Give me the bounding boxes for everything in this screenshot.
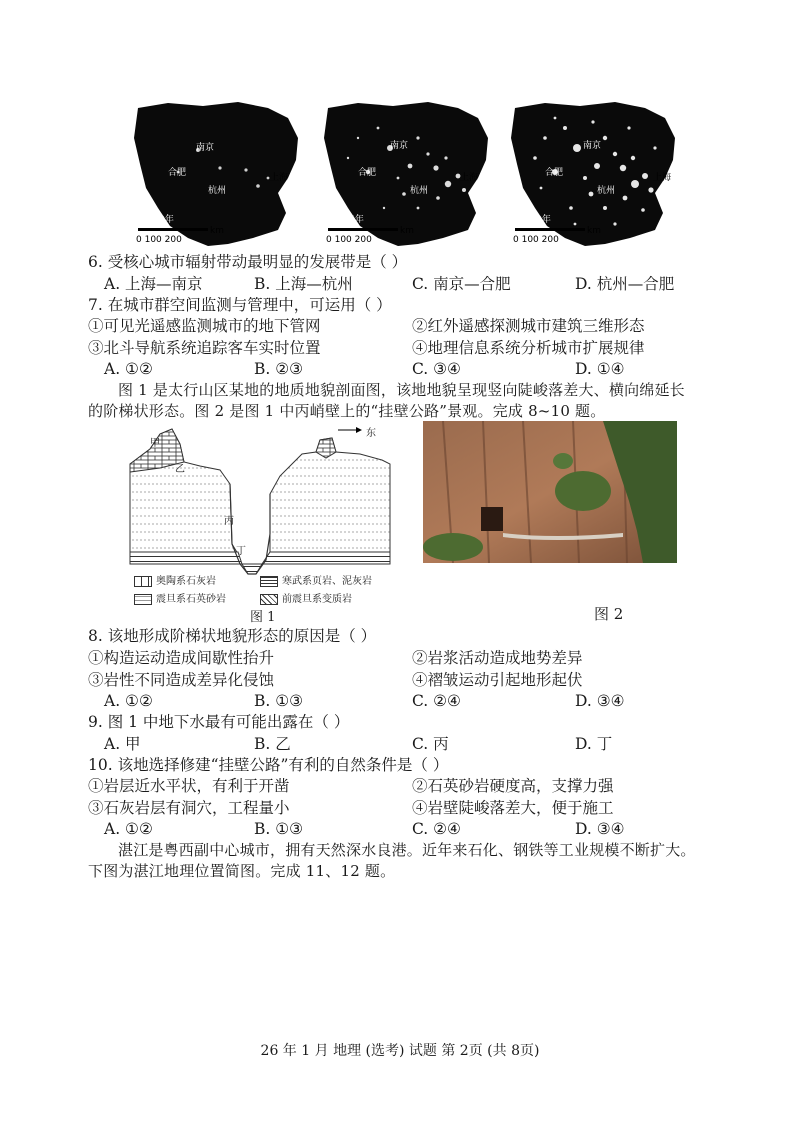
q6-option-a[interactable]: A. 上海—南京 [104,275,203,293]
figure-1-caption: 图 1 [250,610,276,625]
map-label-hangzhou: 杭州 [208,186,227,196]
map-label-nanjing: 南京 [583,141,602,151]
map-label-hefei: 合肥 [358,168,377,178]
q8-option-a[interactable]: A. ①② [104,692,153,710]
q8-option-b[interactable]: B. ①③ [254,692,304,710]
q9-option-a[interactable]: A. 甲 [104,735,141,753]
scale-ticks: 0 100 200 [513,235,559,245]
q8-item-2: ②岩浆活动造成地势差异 [412,649,583,667]
scale-unit: km [400,226,414,236]
intro-q11-12-line2: 下图为湛江地理位置简图。完成 11、12 题。 [88,862,396,880]
intro-q11-12 [88,840,728,882]
legend-item-ordovician-limestone: 奥陶系石灰岩 [134,572,216,587]
q10-item-3: ③石灰岩层有洞穴，工程量小 [88,799,290,817]
q10-option-b[interactable]: B. ①③ [254,820,304,838]
q10-option-a[interactable]: A. ①② [104,820,153,838]
q10-item-4: ④岩壁陡峻落差大，便于施工 [412,799,614,817]
figure-2-photo [423,421,677,563]
intro-q8-10-line2: 的阶梯状形态。图 2 是图 1 中丙峭壁上的“挂壁公路”景观。完成 8~10 题。 [88,402,606,420]
fig1-label-jia: 甲 [150,438,160,449]
q6-option-d[interactable]: D. 杭州—合肥 [575,275,675,293]
map-label-nanjing: 南京 [390,141,409,151]
q8-stem: 8. 该地形成阶梯状地貌形态的原因是（ ） [88,627,377,645]
q7-option-d[interactable]: D. ①④ [575,360,625,378]
map-label-hangzhou: 杭州 [597,186,616,196]
q8-option-d[interactable]: D. ③④ [575,692,625,710]
q9-stem: 9. 图 1 中地下水最有可能出露在（ ） [88,713,350,731]
figure-2-caption: 图 2 [594,605,624,623]
q10-stem: 10. 该地选择修建“挂壁公路”有利的自然条件是（ ） [88,756,449,774]
map-label-hangzhou: 杭州 [410,186,429,196]
night-light-map-2005 [318,98,508,248]
map-label-hefei: 合肥 [168,168,187,178]
map-label-hefei: 合肥 [545,168,564,178]
q8-item-3: ③岩性不同造成差异化侵蚀 [88,671,275,689]
q6-option-b[interactable]: B. 上海—杭州 [254,275,353,293]
scale-bar [138,228,208,231]
intro-q8-10 [88,380,728,422]
map-year-label: 2005年 [332,215,364,225]
map-label-shanghai: 上海 [270,173,289,183]
q10-option-d[interactable]: D. ③④ [575,820,625,838]
intro-q11-12-line1: 湛江是粤西副中心城市，拥有天然深水良港。近年来石化、钢铁等工业规模不断扩大。 [118,841,696,859]
q7-item-2: ②红外遥感探测城市建筑三维形态 [412,317,645,335]
q9-option-d[interactable]: D. 丁 [575,735,613,753]
q7-item-4: ④地理信息系统分析城市扩展规律 [412,339,645,357]
scale-ticks: 0 100 200 [326,235,372,245]
q8-item-1: ①构造运动造成间歇性抬升 [88,649,275,667]
q6-option-c[interactable]: C. 南京—合肥 [412,275,511,293]
q7-option-a[interactable]: A. ①② [104,360,153,378]
map-year-label: 1990年 [142,215,174,225]
scale-bar [328,228,398,231]
q10-item-2: ②石英砂岩硬度高，支撑力强 [412,777,614,795]
scale-unit: km [587,226,601,236]
fig1-label-ding: 丁 [236,546,246,557]
night-light-map-2020 [505,98,695,248]
q8-option-c[interactable]: C. ②④ [412,692,461,710]
map-label-nanjing: 南京 [196,143,215,153]
q8-item-4: ④褶皱运动引起地形起伏 [412,671,583,689]
map-label-shanghai: 上海 [460,173,479,183]
map-label-shanghai: 上海 [653,173,672,183]
q7-option-b[interactable]: B. ②③ [254,360,304,378]
fig1-label-east: 东 [366,428,376,439]
intro-q8-10-line1: 图 1 是太行山区某地的地质地貌剖面图，该地地貌呈现竖向陡峻落差大、横向绵延长 [118,381,685,399]
q9-option-b[interactable]: B. 乙 [254,735,291,753]
legend-item-pre-sinian-metamorphic: 前震旦系变质岩 [260,590,352,605]
figure-1-cross-section [120,424,400,624]
fig1-label-yi: 乙 [175,464,185,475]
q7-item-3: ③北斗导航系统追踪客车实时位置 [88,339,321,357]
scale-ticks: 0 100 200 [136,235,182,245]
scale-bar [515,228,585,231]
q7-stem: 7. 在城市群空间监测与管理中，可运用（ ） [88,296,392,314]
map-year-label: 2020年 [519,215,551,225]
q7-item-1: ①可见光遥感监测城市的地下管网 [88,317,321,335]
scale-unit: km [210,226,224,236]
legend-item-cambrian-shale: 寒武系页岩、泥灰岩 [260,572,372,587]
night-light-map-1990 [128,98,318,248]
q7-option-c[interactable]: C. ③④ [412,360,461,378]
q10-option-c[interactable]: C. ②④ [412,820,461,838]
q6-stem: 6. 受核心城市辐射带动最明显的发展带是（ ） [88,253,408,271]
legend-item-sinian-quartz-sandstone: 震旦系石英砂岩 [134,590,226,605]
page-footer: 26 年 1 月 地理 (选考) 试题 第 2页 (共 8页) [260,1043,540,1059]
swatch-hatch-icon [260,594,278,605]
q10-item-1: ①岩层近水平状，有利于开凿 [88,777,290,795]
q9-option-c[interactable]: C. 丙 [412,735,449,753]
swatch-shale-icon [260,576,278,587]
fig1-label-bing: 丙 [224,516,234,527]
swatch-sandstone-icon [134,594,152,605]
swatch-brick-icon [134,576,152,587]
